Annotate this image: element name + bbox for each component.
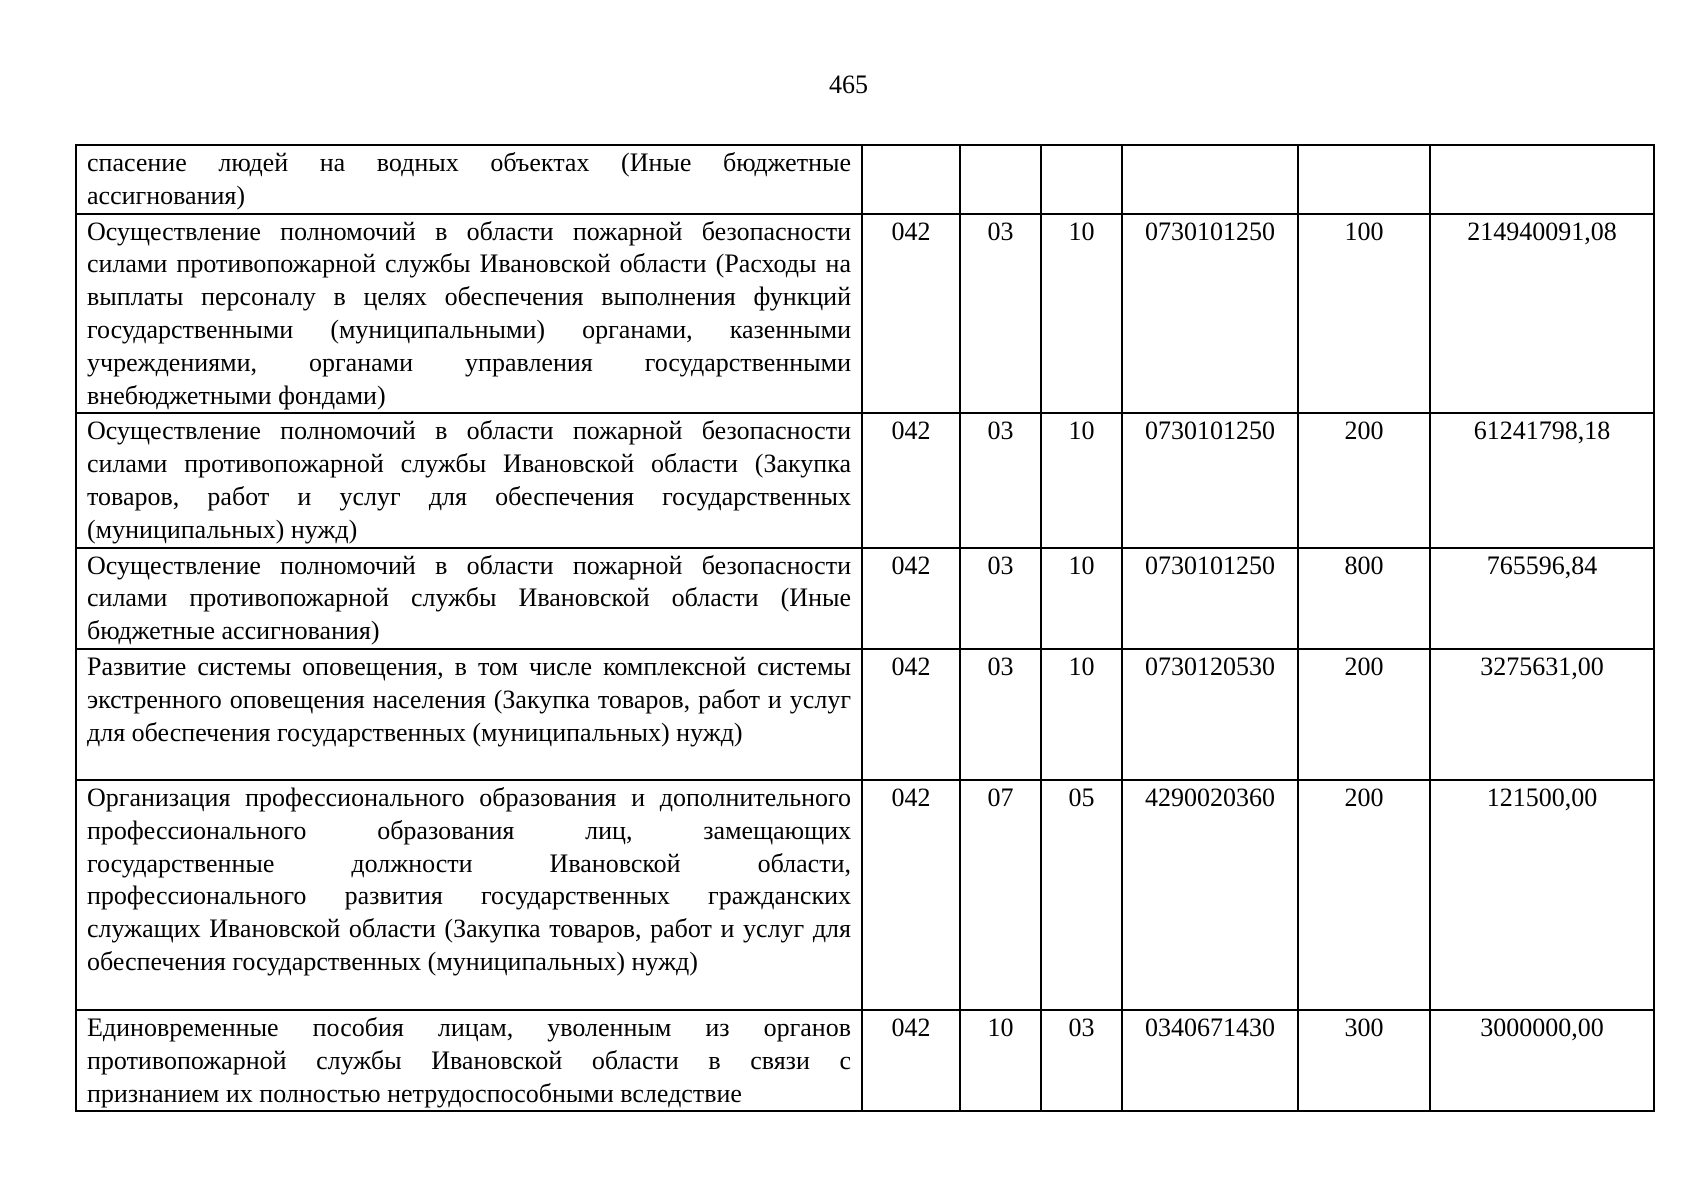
expense-type-code: 100 [1298,214,1430,414]
expense-type-code: 300 [1298,1010,1430,1111]
section-code [960,145,1041,214]
section-code: 03 [960,413,1041,547]
subsection-code [1041,145,1122,214]
section-code: 03 [960,548,1041,649]
amount: 61241798,18 [1430,413,1654,547]
subsection-code: 10 [1041,548,1122,649]
expense-type-code: 800 [1298,548,1430,649]
expense-type-code: 200 [1298,780,1430,1010]
ministry-code [862,145,960,214]
table-row [76,1010,1654,1111]
amount: 765596,84 [1430,548,1654,649]
amount: 3000000,00 [1430,1010,1654,1111]
ministry-code: 042 [862,548,960,649]
amount: 121500,00 [1430,780,1654,1010]
target-article-code: 0340671430 [1122,1010,1298,1111]
expense-type-code: 200 [1298,413,1430,547]
subsection-code: 10 [1041,649,1122,780]
ministry-code: 042 [862,413,960,547]
amount: 214940091,08 [1430,214,1654,414]
amount: 3275631,00 [1430,649,1654,780]
row-description: Осуществление полномочий в области пожарной безопасности силами противопожарной службы Ивановской области (Иные бюджетные ассигнования) [76,548,862,649]
table-row [76,548,1654,649]
row-description: спасение людей на водных объектах (Иные бюджетные ассигнования) [76,145,862,214]
target-article-code: 4290020360 [1122,780,1298,1010]
row-description: Организация профессионального образования и дополнительного профессионального образования лиц, замещающих государственные должности Ивановской области, профессионального развития государственных гражданских служащих Ивановской области (Закупка товаров, работ и услуг для обеспечения государственных (муниципальных) нужд) [76,780,862,1010]
table-row [76,649,1654,780]
row-description: Единовременные пособия лицам, уволенным из органов противопожарной службы Ивановской области в связи с признанием их полностью нетрудоспособными вследствие [76,1010,862,1111]
section-code: 10 [960,1010,1041,1111]
subsection-code: 03 [1041,1010,1122,1111]
target-article-code: 0730101250 [1122,214,1298,414]
section-code: 03 [960,214,1041,414]
page-number: 465 [829,70,868,99]
section-code: 07 [960,780,1041,1010]
target-article-code: 0730120530 [1122,649,1298,780]
row-description: Развитие системы оповещения, в том числе комплексной системы экстренного оповещения населения (Закупка товаров, работ и услуг для обеспечения государственных (муниципальных) нужд) [76,649,862,780]
target-article-code [1122,145,1298,214]
row-description: Осуществление полномочий в области пожарной безопасности силами противопожарной службы Ивановской области (Закупка товаров, работ и услуг для обеспечения государственных (муниципальных) нужд) [76,413,862,547]
section-code: 03 [960,649,1041,780]
target-article-code: 0730101250 [1122,548,1298,649]
amount [1430,145,1654,214]
row-description: Осуществление полномочий в области пожарной безопасности силами противопожарной службы Ивановской области (Расходы на выплаты персоналу в целях обеспечения выполнения функций государственными (муниципальными) органами, казенными учреждениями, органами управления государственными внебюджетными фондами) [76,214,862,414]
table-row [76,145,1654,214]
ministry-code: 042 [862,214,960,414]
expense-type-code: 200 [1298,649,1430,780]
ministry-code: 042 [862,1010,960,1111]
ministry-code: 042 [862,649,960,780]
table-row [76,413,1654,547]
table-row [76,214,1654,414]
subsection-code: 10 [1041,413,1122,547]
ministry-code: 042 [862,780,960,1010]
subsection-code: 10 [1041,214,1122,414]
expense-type-code [1298,145,1430,214]
subsection-code: 05 [1041,780,1122,1010]
budget-table [75,144,1655,1112]
target-article-code: 0730101250 [1122,413,1298,547]
table-row [76,780,1654,1010]
